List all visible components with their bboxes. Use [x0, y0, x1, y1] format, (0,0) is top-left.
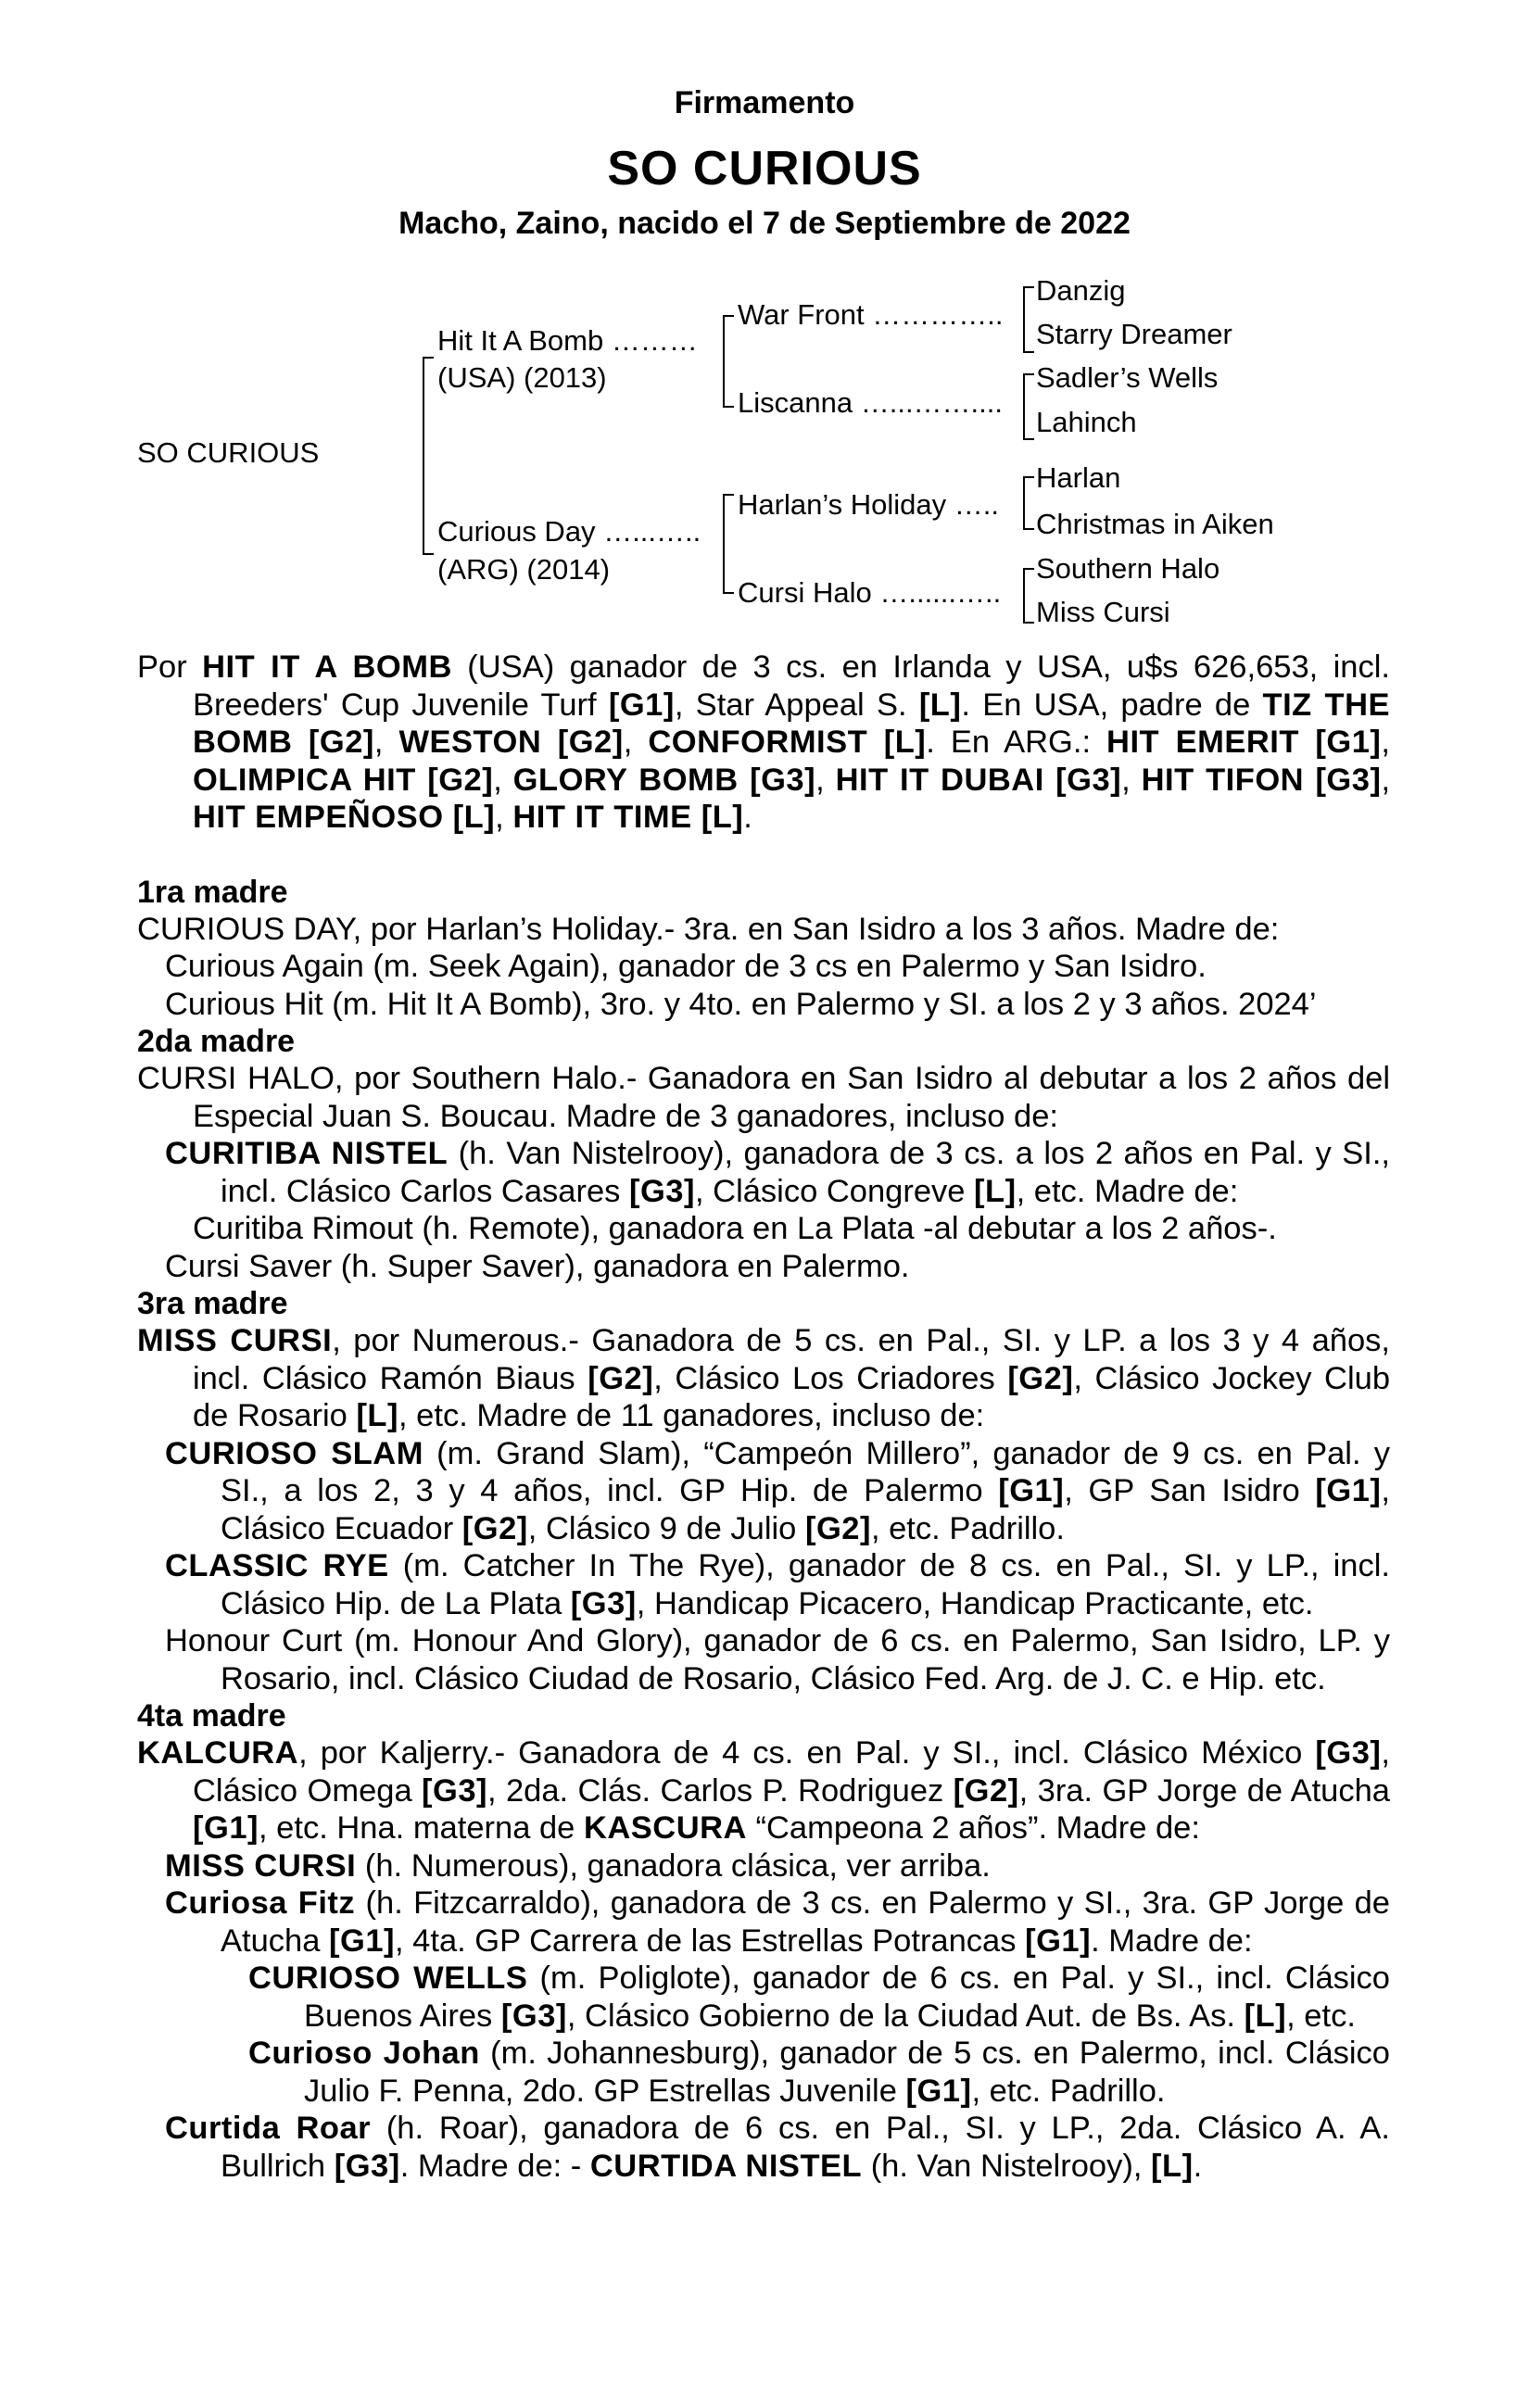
- pedigree-bracket: [1023, 476, 1034, 530]
- dam3-entry: MISS CURSI, por Numerous.- Ganadora de 5 cs. en Pal., SI. y LP. a los 3 y 4 años, incl. Clásico Ramón Biaus [G2], Clásico Los Criadores [G2], Clásico Jockey Club de Rosario [L], etc. Madre de 11 ganadores, incluso de:: [137, 1323, 1391, 1433]
- dam4-child: Curtida Roar (h. Roar), ganadora de 6 cs. en Pal., SI. y LP., 2da. Clásico A. A. Bullrich [G3]. Madre de: - CURTIDA NISTEL (h. Van Nistelrooy), [L].: [165, 2111, 1390, 2184]
- section-title-1ra-madre: 1ra madre: [137, 874, 288, 910]
- pedigree-subject: SO CURIOUS: [137, 436, 320, 469]
- pedigree-sire: Hit It A Bomb ………: [437, 324, 698, 357]
- pedigree-bracket: [1023, 568, 1034, 624]
- pedigree-bracket: [723, 315, 734, 408]
- dam3-child: CURIOSO SLAM (m. Grand Slam), “Campeón Millero”, ganador de 9 cs. en Pal. y SI., a los 2, 3 y 4 años, incl. GP Hip. de Palermo [G1], GP San Isidro [G1], Clásico Ecuador [G2], Clásico 9 de Julio [G2], etc. Padrillo.: [165, 1435, 1390, 1546]
- dam1-entry: CURIOUS DAY, por Harlan’s Holiday.- 3ra. en San Isidro a los 3 años. Madre de:: [137, 911, 1280, 947]
- dam1-child: Curious Again (m. Seek Again), ganador de 3 cs en Palermo y San Isidro.: [165, 949, 1207, 984]
- catalog-body: [137, 649, 1390, 2185]
- pedigree-dd-sire: Southern Halo: [1036, 552, 1220, 585]
- dam2-entry: CURSI HALO, por Southern Halo.- Ganadora en San Isidro al debutar a los 2 años del Especial Juan S. Boucau. Madre de 3 ganadores, incluso de:: [137, 1061, 1390, 1134]
- horse-name: SO CURIOUS: [607, 142, 922, 195]
- pedigree-sd-sire: Sadler’s Wells: [1036, 361, 1219, 394]
- dam1-child: Curious Hit (m. Hit It A Bomb), 3ro. y 4to. en Palermo y SI. a los 2 y 3 años. 2024’: [165, 986, 1317, 1022]
- pedigree-bracket: [1023, 373, 1034, 440]
- dam4-entry: KALCURA, por Kaljerry.- Ganadora de 4 cs. en Pal. y SI., incl. Clásico México [G3], Clásico Omega [G3], 2da. Clás. Carlos P. Rodriguez [G2], 3ra. GP Jorge de Atucha [G1], etc. Hna. materna de KASCURA “Campeona 2 años”. Madre de:: [137, 1735, 1390, 1846]
- pedigree-ds-sire: Harlan: [1036, 461, 1121, 494]
- pedigree-dd-dam: Miss Cursi: [1036, 596, 1170, 628]
- pedigree-ds-dam: Christmas in Aiken: [1036, 508, 1274, 540]
- section-title-3ra-madre: 3ra madre: [137, 1286, 288, 1321]
- dam2-child: CURITIBA NISTEL (h. Van Nistelrooy), ganadora de 3 cs. a los 2 años en Pal. y SI., incl. Clásico Carlos Casares [G3], Clásico Congreve [L], etc. Madre de:: [165, 1136, 1390, 1209]
- dam3-child: CLASSIC RYE (m. Catcher In The Rye), ganador de 8 cs. en Pal., SI. y LP., incl. Clásico Hip. de La Plata [G3], Handicap Picacero, Handicap Practicante, etc.: [165, 1548, 1390, 1621]
- pedigree-dam-sire: Harlan’s Holiday …..: [738, 488, 1000, 521]
- section-title-2da-madre: 2da madre: [137, 1024, 296, 1059]
- breeder-name: Firmamento: [674, 85, 855, 120]
- pedigree-chart: [0, 0, 1529, 649]
- pedigree-dam: Curious Day …...…..: [437, 515, 701, 548]
- dam4-child: MISS CURSI (h. Numerous), ganadora clásica, ver arriba.: [165, 1847, 991, 1884]
- pedigree-dam-dam: Cursi Halo …......…..: [738, 576, 1002, 609]
- horse-description: Macho, Zaino, nacido el 7 de Septiembre de 2022: [398, 206, 1131, 241]
- pedigree-ss-dam: Starry Dreamer: [1036, 318, 1232, 350]
- pedigree-sire-dam: Liscanna …...……....: [738, 386, 1004, 419]
- dam2-grandchild: Curitiba Rimout (h. Remote), ganadora en La Plata -al debutar a los 2 años-.: [193, 1211, 1277, 1246]
- pedigree-sire-origin: (USA) (2013): [437, 361, 607, 394]
- sire-paragraph: Por HIT IT A BOMB (USA) ganador de 3 cs. en Irlanda y USA, u$s 626,653, incl. Breeders' Cup Juvenile Turf [G1], Star Appeal S. [L]. En USA, padre de TIZ THE BOMB [G2], WESTON [G2], CONFORMIST [L]. En ARG.: HIT EMERIT [G1], OLIMPICA HIT [G2], GLORY BOMB [G3], HIT IT DUBAI [G3], HIT TIFON [G3], HIT EMPEÑOSO [L], HIT IT TIME [L].: [137, 649, 1391, 835]
- pedigree-sire-sire: War Front …………..: [738, 298, 1004, 331]
- pedigree-sd-dam: Lahinch: [1036, 406, 1137, 438]
- dam4-grandchild: CURIOSO WELLS (m. Poliglote), ganador de 6 cs. en Pal. y SI., incl. Clásico Buenos Aires [G3], Clásico Gobierno de la Ciudad Aut. de Bs. As. [L], etc.: [248, 1960, 1390, 2034]
- pedigree-ss-sire: Danzig: [1036, 274, 1126, 307]
- pedigree-bracket: [1023, 286, 1034, 353]
- pedigree-dam-origin: (ARG) (2014): [437, 553, 611, 586]
- section-title-4ta-madre: 4ta madre: [137, 1698, 286, 1734]
- pedigree-bracket: [723, 494, 734, 594]
- dam3-child: Honour Curt (m. Honour And Glory), ganador de 6 cs. en Palermo, San Isidro, LP. y Rosario, incl. Clásico Ciudad de Rosario, Clásico Fed. Arg. de J. C. e Hip. etc.: [165, 1623, 1390, 1696]
- pedigree-bracket: [423, 357, 434, 555]
- dam4-child: Curiosa Fitz (h. Fitzcarraldo), ganadora de 3 cs. en Palermo y SI., 3ra. GP Jorge de Atucha [G1], 4ta. GP Carrera de las Estrellas Potrancas [G1]. Madre de:: [165, 1885, 1390, 1959]
- dam2-child: Cursi Saver (h. Super Saver), ganadora en Palermo.: [165, 1248, 910, 1284]
- dam4-grandchild: Curioso Johan (m. Johannesburg), ganador de 5 cs. en Palermo, incl. Clásico Julio F. Penna, 2do. GP Estrellas Juvenile [G1], etc. Padrillo.: [248, 2036, 1390, 2109]
